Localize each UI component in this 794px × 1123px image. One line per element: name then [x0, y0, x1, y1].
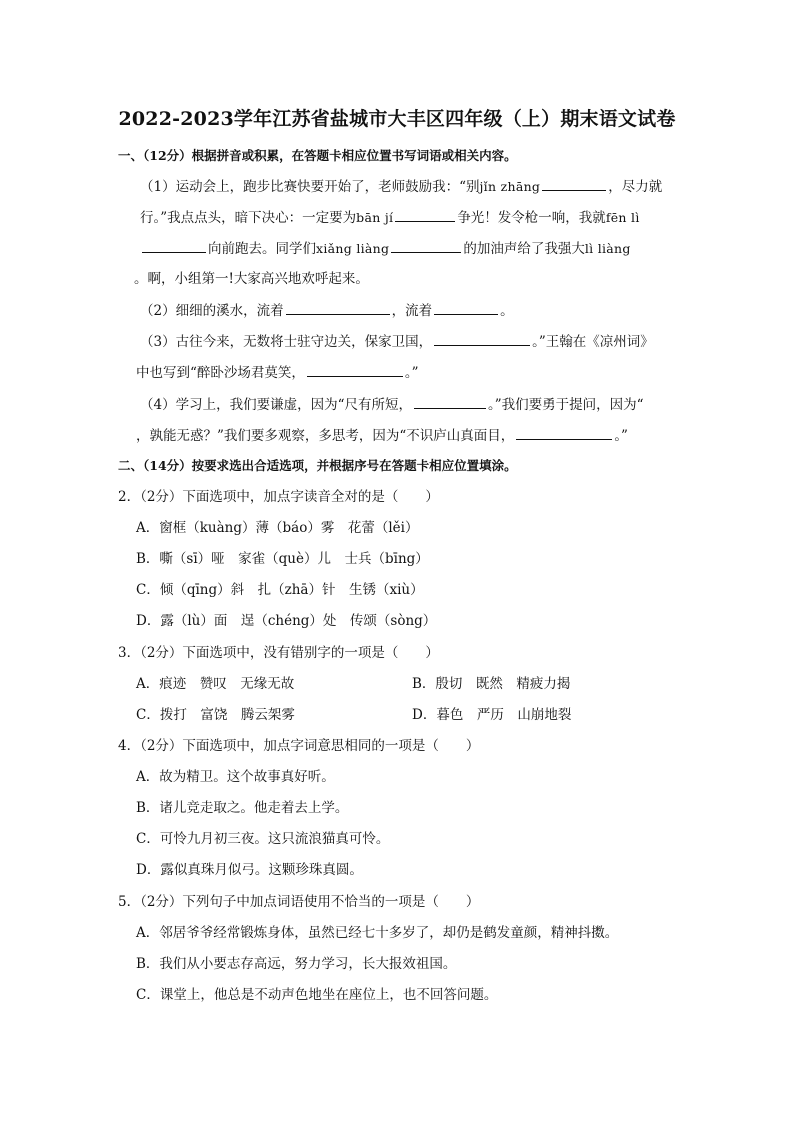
q3-text: 中也写到“醉卧沙场君莫笑，: [136, 365, 305, 381]
q4-text: 。”我们要勇于提问，因为“: [488, 397, 644, 413]
page-title: 2022-2023学年江苏省盐城市大丰区四年级（上）期末语文试卷: [118, 108, 676, 130]
question-5-option-b: B．我们从小要志存高远，努力学习，长大报效祖国。: [136, 956, 457, 972]
answer-blank: [516, 425, 612, 440]
answer-blank: [142, 238, 206, 253]
question-2-option-d: D．露（lù）面 逞（chéng）处 传颂（sòng）: [136, 613, 437, 629]
pinyin-liliang: lì liàng: [584, 241, 631, 256]
q4-line2: [136, 425, 628, 446]
pinyin-jinzhang: jǐn zhāng: [479, 179, 541, 194]
q3-line2: [136, 362, 419, 383]
answer-blank: [395, 207, 455, 222]
q4-line1: [140, 394, 644, 415]
question-4-option-b: B．诸儿竞走取之。他走着去上学。: [136, 800, 349, 816]
q4-text: ，孰能无惑？”我们要多观察，多思考，因为“不识庐山真面目，: [136, 428, 515, 444]
answer-blank: [434, 331, 530, 346]
q4-text: （4）学习上，我们要谦虚，因为“尺有所短，: [140, 397, 412, 413]
q1-line3: [140, 238, 631, 259]
section1-header: 一、（12分）根据拼音或积累，在答题卡相应位置书写词语或相关内容。: [118, 148, 517, 163]
section2-header: 二、（14分）按要求选出合适选项，并根据序号在答题卡相应位置填涂。: [118, 458, 517, 473]
q1-text: 向前跑去。同学们: [208, 241, 316, 257]
question-5-option-a: A．邻居爷爷经常锻炼身体，虽然已经七十多岁了，却仍是鹤发童颜，精神抖擞。: [136, 925, 619, 941]
answer-blank: [286, 300, 390, 315]
q1-line1: [140, 176, 662, 197]
question-4-option-c: C．可怜九月初三夜。这只流浪猫真可怜。: [136, 831, 390, 847]
answer-blank: [414, 394, 486, 409]
answer-blank: [542, 176, 606, 191]
question-3-stem: 3．（2分）下面选项中，没有错别字的一项是（ ）: [118, 645, 439, 661]
pinyin-banji: bān jí: [356, 210, 394, 225]
q4-text: 。”: [614, 428, 628, 444]
question-5-option-c: C．课堂上，他总是不动声色地坐在座位上，也不回答问题。: [136, 987, 498, 1003]
answer-blank: [391, 238, 461, 253]
question-3-option-b: B．殷切 既然 精疲力揭: [412, 676, 571, 692]
q1-text: （1）运动会上，跑步比赛快要开始了，老师鼓励我：“别: [140, 179, 480, 195]
q1-text: ，尽力就: [608, 179, 663, 195]
question-2-option-c: C．倾（qīng）斜 扎（zhā）针 生锈（xiù）: [136, 582, 424, 598]
question-3-option-d: D．暮色 严历 山崩地裂: [412, 707, 572, 723]
question-3-option-a: A．痕迹 赞叹 无缘无故: [136, 676, 295, 692]
q1-text: 争光！发令枪一响，我就: [457, 210, 606, 226]
q1-line2: [140, 207, 640, 228]
answer-blank: [307, 362, 403, 377]
question-4-option-d: D．露似真珠月似弓。这颗珍珠真圆。: [136, 862, 363, 878]
question-3-option-c: C．拨打 富饶 腾云架雾: [136, 707, 295, 723]
q1-line4: 。啊，小组第一!大家高兴地欢呼起来。: [134, 271, 369, 287]
q2-text: ，流着: [391, 303, 433, 319]
q3-text: 。”王翰在《凉州词》: [532, 334, 654, 350]
q1-text: 的加油声给了我强大: [463, 241, 585, 257]
q3-line1: [140, 331, 654, 352]
q1-text: 行。”我点点头，暗下决心：一定要为: [140, 210, 357, 226]
question-2-option-a: A．窗框（kuàng）薄（báo）雾 花蕾（lěi）: [136, 520, 419, 536]
pinyin-xiangliang: xiǎng liàng: [316, 241, 390, 256]
q3-text: （3）古往今来，无数将士驻守边关，保家卫国，: [140, 334, 433, 350]
question-4-option-a: A．故为精卫。这个故事真好听。: [136, 769, 335, 785]
answer-blank: [434, 300, 498, 315]
pinyin-fenli: fēn lì: [605, 210, 640, 225]
question-5-stem: 5．（2分）下列句子中加点词语使用不恰当的一项是（ ）: [118, 894, 480, 910]
question-2-stem: 2．（2分）下面选项中，加点字读音全对的是（ ）: [118, 489, 439, 505]
q2-text: （2）细细的溪水，流着: [140, 303, 284, 319]
q3-text: 。”: [404, 365, 419, 381]
question-2-option-b: B．嘶（sī）哑 家雀（què）儿 士兵（bīng）: [136, 551, 429, 567]
q2-line: [140, 300, 514, 321]
q2-text: 。: [500, 303, 514, 319]
question-4-stem: 4．（2分）下面选项中，加点字词意思相同的一项是（ ）: [118, 738, 480, 754]
